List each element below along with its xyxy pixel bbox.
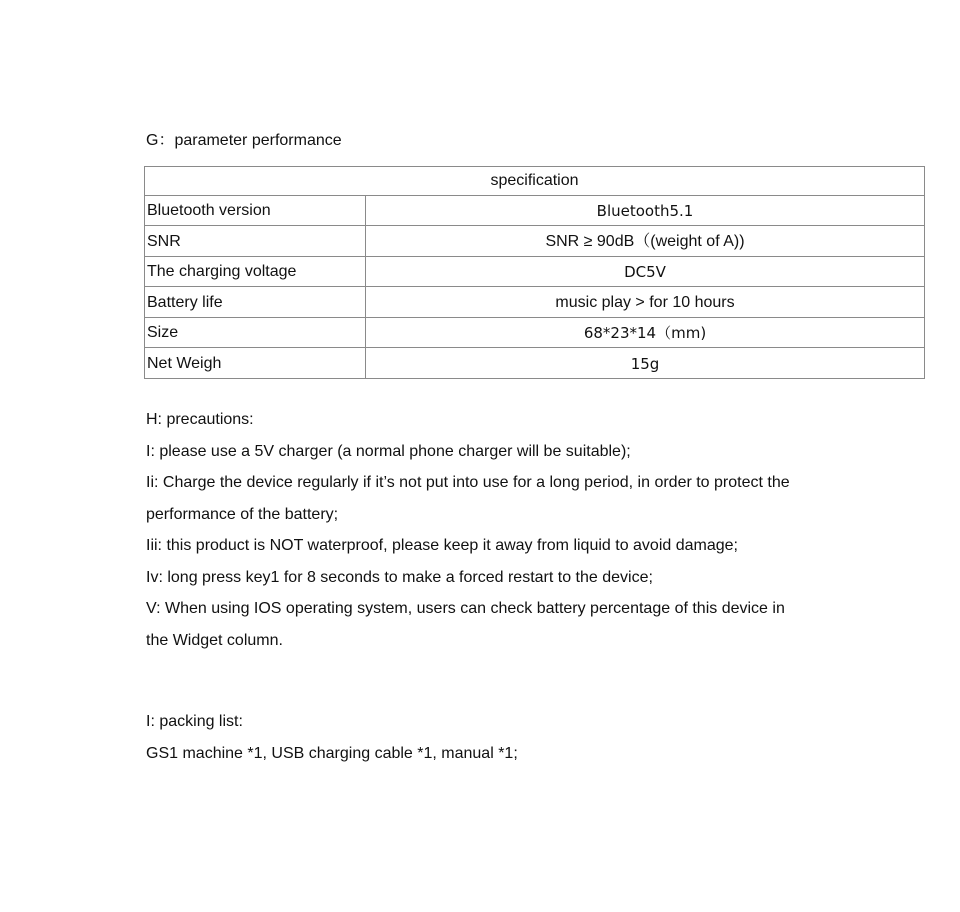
precautions-heading: H: precautions: (146, 411, 254, 428)
row-value-net-weigh: 15g (366, 348, 925, 379)
row-label-net-weigh: Net Weigh (145, 348, 366, 379)
table-row (145, 195, 925, 226)
row-label-snr: SNR (145, 226, 366, 257)
precaution-item-5: V: When using IOS operating system, users can check battery percentage of this device in (146, 600, 785, 617)
row-value-bluetooth-version: Bluetooth5.1 (366, 195, 925, 226)
row-label-battery-life: Battery life (145, 287, 366, 318)
packing-list-contents: GS1 machine *1, USB charging cable *1, manual *1; (146, 744, 518, 762)
spec-table (144, 166, 925, 379)
precautions-section (146, 404, 790, 656)
precaution-item-2-continued: performance of the battery; (146, 505, 339, 523)
table-header-cell: specification (145, 167, 925, 196)
row-label-size: Size (145, 317, 366, 348)
row-value-charging-voltage: DC5V (366, 256, 925, 287)
precaution-item-2: Ii: Charge the device regularly if it’s not put into use for a long period, in order to protect the (146, 474, 790, 491)
precaution-item-4: Iv: long press key1 for 8 seconds to make a forced restart to the device; (146, 568, 653, 586)
table-header-row (145, 167, 925, 196)
row-value-battery-life: music play > for 10 hours (366, 287, 925, 318)
table-row (145, 226, 925, 257)
table-row (145, 317, 925, 348)
table-row (145, 287, 925, 318)
precaution-item-3: Iii: this product is NOT waterproof, please keep it away from liquid to avoid damage; (146, 537, 738, 554)
row-value-snr: SNR ≥ 90dB（(weight of A)) (366, 226, 925, 257)
table-row (145, 256, 925, 287)
section-g-title: G：parameter performance (146, 132, 342, 149)
row-label-bluetooth-version: Bluetooth version (145, 195, 366, 226)
precaution-item-1: I: please use a 5V charger (a normal phone charger will be suitable); (146, 442, 631, 460)
row-value-size: 68*23*14（mm) (366, 317, 925, 348)
table-row (145, 348, 925, 379)
packing-list-section (146, 706, 518, 769)
packing-list-heading: I: packing list: (146, 713, 243, 730)
precaution-item-5-continued: the Widget column. (146, 631, 283, 649)
row-label-charging-voltage: The charging voltage (145, 256, 366, 287)
